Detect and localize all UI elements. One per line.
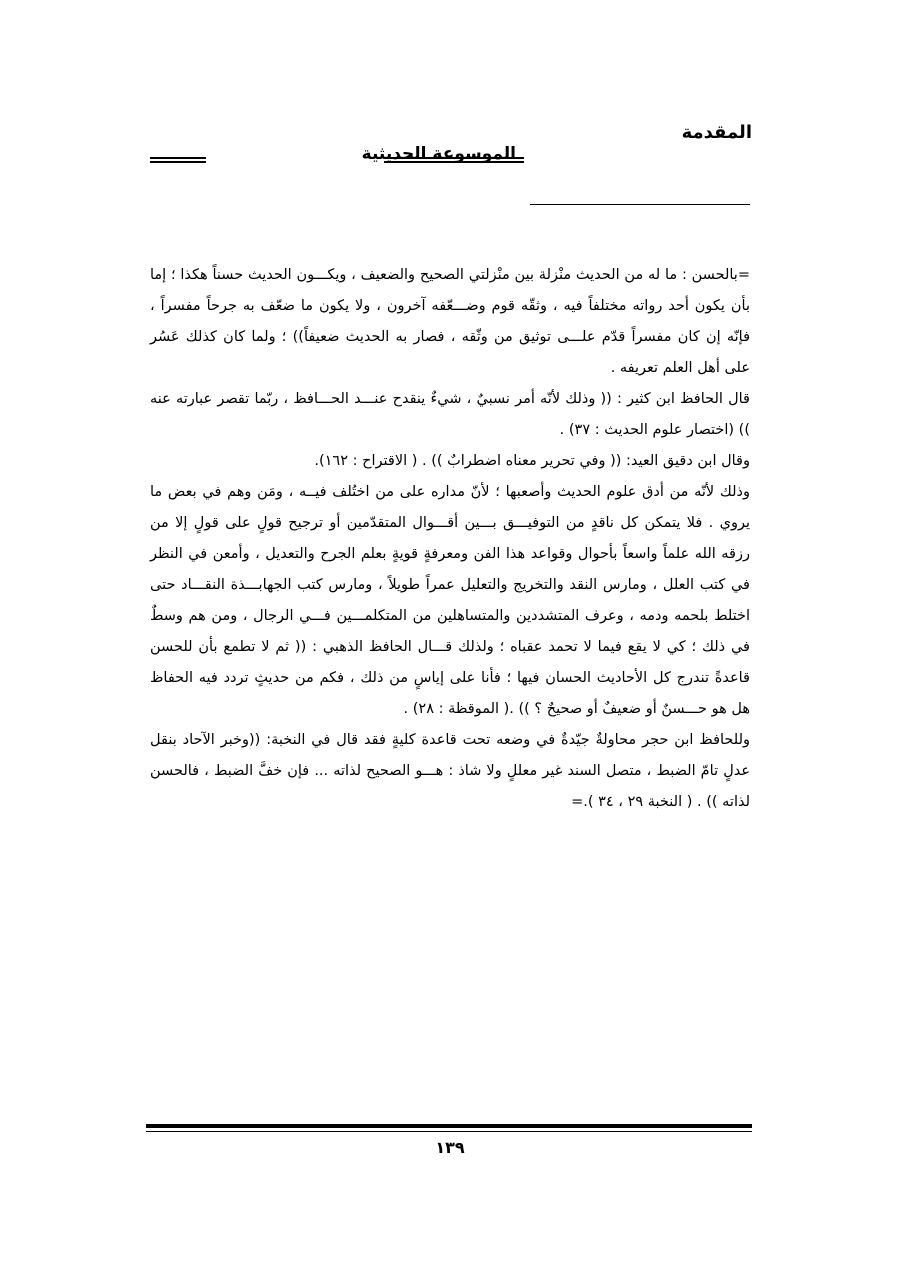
footer-rule [146,1124,752,1132]
body-text [150,260,750,818]
footer-rule-thin [146,1131,752,1132]
footer-rule-thick [146,1124,752,1128]
paragraph-5: وللحافظ ابن حجر محاولةٌ جيّدةٌ في وضعه تحت قاعدة كليةٍ فقد قال في النخبة: ((وخبر الآحاد بنقل عدلٍ تامّ الضبط ، متصل السند غير معللٍ ولا شاذ : هـــو الصحيح لذاته ... فإن خفَّ الضبط ، فالحسن لذاته )) . ( النخبة ٢٩ ، ٣٤ ).= [150,732,750,810]
paragraph-2: قال الحافظ ابن كثير : (( وذلك لأنّه أمر نسبيٌ ، شيءٌ ينقدح عنـــد الحـــافظ ، ربّما تقصر عبارته عنه )) (اختصار علوم الحديث : ٣٧) . [150,391,750,438]
header-rule-middle [384,157,524,163]
book-title: الموسوعة الحديثية [361,144,516,164]
section-title: المقدمة [681,122,752,143]
paragraph-3: وقال ابن دقيق العيد: (( وفي تحرير معناه اضطرابٌ )) . ( الاقتراح : ١٦٢). [314,453,750,469]
header-rule-left [150,157,206,163]
paragraph-1: =بالحسن : ما له من الحديث منْزلة بين منْزلتي الصحيح والضعيف ، ويكـــون الحديث حسناً هكذا ؛ إما بأن يكون أحد رواته مختلفاً فيه ، وثقّه قوم وضـــعّفه آخرون ، ولا يكون ما ضعّف به جرحاً مفسراً ، فإنّه إن كان مفسراً قدّم علـــى توثيق من وثّقه ، فصار به الحديث ضعيفاً)) ؛ ولما كان كذلك عَسُر على أهل العلم تعريفه . [150,267,750,376]
footnote-separator [530,204,750,205]
running-header [148,118,752,168]
paragraph-4: وذلك لأنّه من أدق علوم الحديث وأصعبها ؛ لأنّ مداره على من اختُلف فيــه ، ومَن وهم في بعض ما يروي . فلا يتمكن كل ناقدٍ من التوفيـــق بـــين أقـــوال المتقدّمين أو ترجيح قولٍ على قولٍ إلا من رزقه الله علماً واسعاً بأحوال وقواعد هذا الفن ومعرفةٍ قويةٍ بعلم الجرح والتعديل ، وأمعن في النظر في كتب العلل ، ومارس النقد والتخريج والتعليل عمراً طويلاً ، ومارس كتب الجهابـــذة النقـــاد حتى اختلط بلحمه ودمه ، وعرف المتشددين والمتساهلين من المتكلمـــين فـــي الرجال ، ومن هم وسطٌ في ذلك ؛ كي لا يقع فيما لا تحمد عقباه ؛ ولذلك قـــال الحافظ الذهبي : (( ثم لا تطمع بأن للحسن قاعدةً تندرج كل الأحاديث الحسان فيها ؛ فأنا على إياسٍ من ذلك ، فكم من حديثٍ تردد فيه الحفاظ هل هو حـــسنٌ أو ضعيفٌ أو صحيحٌ ؟ )) .( الموقظة : ٢٨) . [150,484,750,717]
page-number: ١٣٩ [435,1138,465,1157]
